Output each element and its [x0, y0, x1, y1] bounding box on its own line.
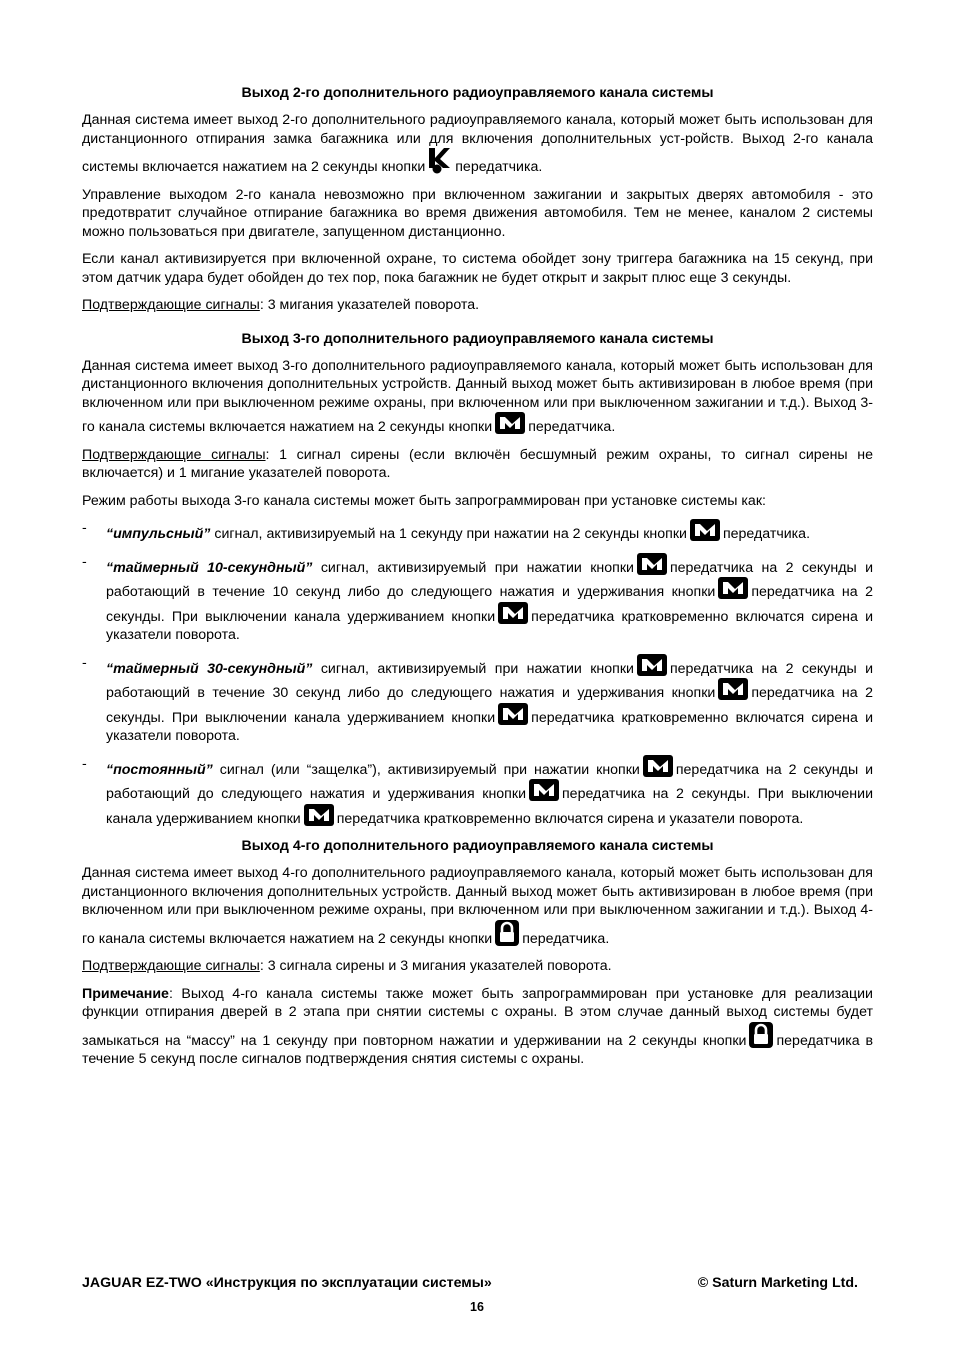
section-3-p1-tail: передатчика. — [528, 419, 616, 435]
aux-channel-button-icon — [690, 519, 720, 541]
section-3-title: Выход 3-го дополнительного радиоуправляемого канала системы — [241, 330, 714, 347]
note-text-tail: передатчика в течение 5 секунд после сигналов подтверждения снятия системы с охраны. — [82, 1032, 873, 1067]
confirmation-label: Подтверждающие сигналы — [82, 958, 260, 974]
mode-name: “импульсный” — [106, 526, 211, 542]
mode-text: передатчика на 2 секунды. При выключении канала удерживанием кнопки — [106, 685, 873, 726]
mode-text: сигнал (или “защелка”), активизируемый при нажатии кнопки — [219, 761, 640, 778]
section-4-note — [82, 985, 873, 1069]
mode-text: сигнал, активизируемый на 1 секунду при нажатии на 2 секунды кнопки — [214, 526, 687, 542]
aux-channel-button-icon — [718, 577, 748, 599]
aux-channel-button-icon — [495, 412, 525, 434]
confirmation-text: : 3 сигнала сирены и 3 мигания указателей поворота. — [259, 958, 612, 974]
mode-text: передатчика на 2 секунды и работающий в течение 10 секунд либо до следующего нажатия и удерживания кнопки — [106, 559, 873, 600]
section-3-p1-text: Данная система имеет выход 3-го дополнительного радиоуправляемого канала, который может быть использован для дистанционного включения дополнительных устройств. Данный выход может быть активизирован в любое время (при включенном или при выключенном режиме охраны, при включенном или при выключенном зажигании и т.д.). Выход 3-го канала системы включается нажатием на 2 секунды кнопки — [82, 357, 873, 435]
aux-channel-button-icon — [643, 755, 673, 777]
mode-item-timer-30 — [82, 654, 873, 746]
section-2-paragraph-3: Если канал активизируется при включенной охране, то система обойдет зону триггера багажника на 15 секунд, при этом датчик удара будет обойден до тех пор, пока багажник не будет открыт и закрыт плюс еще 3 секунды. — [82, 251, 873, 286]
section-4-paragraph-1 — [82, 864, 873, 948]
aux-channel-button-icon — [718, 678, 748, 700]
mode-text: передатчика кратковременно включатся сирена и указатели поворота. — [106, 608, 874, 643]
confirmation-text: : 3 мигания указателей поворота. — [259, 297, 480, 313]
mode-item-timer-10 — [82, 553, 873, 645]
section-2-p1-tail: передатчика. — [455, 159, 543, 175]
aux-channel-button-icon — [304, 804, 334, 826]
mode-text: сигнал, активизируемый при нажатии кнопки — [320, 660, 634, 677]
list-dash: - — [82, 654, 87, 671]
section-3-confirmation — [82, 446, 873, 483]
footer-title: JAGUAR EZ-TWO «Инструкция по эксплуатации системы» — [82, 1275, 492, 1291]
footer-copyright: © Saturn Marketing Ltd. — [697, 1275, 858, 1291]
section-2-title: Выход 2-го дополнительного радиоуправляемого канала системы — [241, 85, 714, 101]
list-dash: - — [82, 755, 87, 772]
mode-text: передатчика на 2 секунды и работающий до следующего нажатия и удерживания кнопки — [106, 761, 873, 802]
confirmation-label: Подтверждающие сигналы — [82, 446, 266, 463]
section-3-paragraph-1 — [82, 357, 873, 437]
mode-name: “постоянный” — [106, 761, 213, 778]
list-dash: - — [82, 553, 87, 570]
mode-text: сигнал, активизируемый при нажатии кнопки — [320, 559, 634, 576]
section-4-title: Выход 4-го дополнительного радиоуправляемого канала системы — [241, 838, 714, 854]
list-dash: - — [82, 520, 87, 536]
mode-item-impulse — [82, 519, 873, 544]
page-footer — [82, 1275, 858, 1291]
section-4-p1-text: Данная система имеет выход 4-го дополнительного радиоуправляемого канала, который может быть использован для дистанционного включения дополнительных устройств. Данный выход может быть активизирован в любое время (при включенном или при выключенном режиме охраны, при включенном или при выключенном зажигании и т.д.). Выход 4-го канала системы включается нажатием на 2 секунды кнопки — [82, 865, 873, 947]
mode-text: передатчика на 2 секунды. При выключении канала удерживанием кнопки — [106, 584, 873, 625]
confirmation-label: Подтверждающие сигналы — [82, 297, 260, 313]
section-2-paragraph-2: Управление выходом 2-го канала невозможно при включенном зажигании и закрытых дверях автомобиля - это предотвратит случайное отпирание багажника во время движения автомобиля. Тем не менее, каналом 2 системы можно пользоваться при двигателе, запущенном дистанционно. — [82, 186, 873, 240]
mode-text: передатчика на 2 секунды. При выключении канала удерживанием кнопки — [106, 786, 873, 827]
aux-channel-button-icon — [637, 654, 667, 676]
mode-name: “таймерный 30-секундный” — [106, 660, 313, 677]
mode-text: передатчика на 2 секунды и работающий в течение 30 секунд либо до следующего нажатия и удерживания кнопки — [106, 660, 873, 701]
section-2-p1-text: Данная система имеет выход 2-го дополнительного радиоуправляемого канала, который может быть использован для дистанционного отпирания замка багажника или для включения дополнительных уст-ройств. Выход 2-го канала системы включается нажатием на 2 секунды кнопки — [82, 112, 873, 175]
section-4-p1-tail: передатчика. — [522, 930, 610, 947]
lock-button-icon — [495, 920, 519, 946]
aux-channel-button-icon — [637, 553, 667, 575]
section-4-confirmation — [82, 957, 873, 976]
mode-text: передатчика. — [722, 526, 811, 542]
aux-channel-button-icon — [529, 779, 559, 801]
lock-button-icon — [749, 1022, 773, 1048]
note-text: : Выход 4-го канала системы также может быть запрограммирован при установке для реализации функции отпирания дверей в 2 этапа при снятии системы с охраны. В этом случае данный выход системы будет замыкаться на “массу” на 1 секунду при повторном нажатии и удерживании на 2 секунды кнопки — [82, 985, 873, 1049]
section-3-modes-intro: Режим работы выхода 3-го канала системы может быть запрограммирован при установке системы как: — [82, 492, 766, 509]
mode-text: передатчика кратковременно включатся сирена и указатели поворота. — [106, 709, 874, 744]
confirmation-text: : 1 сигнал сирены (если включён бесшумный режим охраны, то сигнал сирены не включается) и 1 мигание указателей поворота. — [82, 446, 873, 481]
mode-text: передатчика кратковременно включатся сирена и указатели поворота. — [336, 810, 804, 827]
note-label: Примечание — [82, 985, 169, 1002]
aux-channel-button-icon — [498, 703, 528, 725]
page-number: 16 — [470, 1300, 484, 1314]
aux-channel-button-icon — [498, 602, 528, 624]
section-2-paragraph-1 — [82, 111, 873, 177]
trunk-button-icon — [428, 148, 452, 174]
document-page — [82, 80, 873, 1078]
mode-list — [82, 519, 873, 828]
mode-item-latch — [82, 755, 873, 829]
section-2-confirmation — [82, 296, 873, 315]
mode-name: “таймерный 10-секундный” — [106, 559, 313, 576]
